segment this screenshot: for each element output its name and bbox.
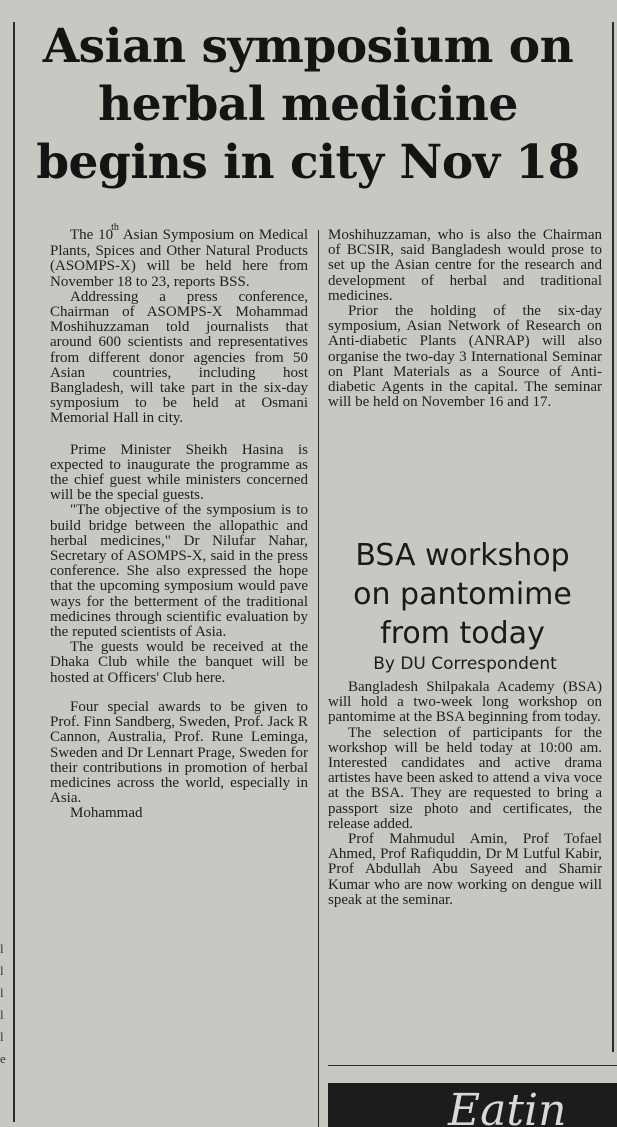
headline-line: from today <box>380 616 545 651</box>
headline-line: herbal medicine <box>98 77 518 132</box>
lead-paragraph: The 10th Asian Symposium on Medical Plants, Spices and Other Natural Products (ASOMPS-X) will be held here from November 18 to 23, reports BSS. <box>50 222 308 290</box>
body-paragraph: Addressing a press conference, Chairman of ASOMPS-X Mohammad Moshihuzzaman told journalists that around 600 scientists and representatives from different donor agencies from 50 Asian countries, including host Bangladesh, will take part in the six-day symposium to be held at Osmani Memorial Hall in city. <box>50 288 308 427</box>
byline: By DU Correspondent <box>373 654 557 674</box>
column-divider-rule <box>318 230 319 1127</box>
body-paragraph: Moshihuzzaman, who is also the Chairman of BCSIR, said Bangladesh would prose to set up the Asian centre for the research and development of herbal and traditional medicines. <box>328 227 602 304</box>
body-paragraph: The selection of participants for the workshop will be held today at 10:00 am. Interested candidates and active drama artistes have been asked to attend a viva voce at the BSA. They are requested to bring a passport size photo and certificates, the release added. <box>328 724 602 832</box>
headline-line: BSA workshop <box>355 538 570 573</box>
headline-line: Asian symposium on <box>42 19 574 74</box>
body-paragraph: The guests would be received at the Dhaka Club while the banquet will be hosted at Officers' Club here. <box>50 639 308 686</box>
workshop-article-body <box>328 680 602 908</box>
left-margin-rule <box>13 22 15 1122</box>
adjacent-column-fragments: l l l l l e <box>0 941 6 1066</box>
continued-paragraph: Mohammad <box>70 805 143 822</box>
body-paragraph: Four special awards to be given to Prof. Finn Sandberg, Sweden, Prof. Jack R Cannon, Australia, Prof. Rune Leminga, Sweden and Dr Lennart Prage, Sweden for their contributions in promotion of herbal medicines across the world, especially in Asia. <box>50 698 308 807</box>
sidebar-bottom-rule <box>328 1065 617 1066</box>
article-column-right <box>328 228 602 410</box>
body-paragraph: "The objective of the symposium is to build bridge between the allopathic and herbal medicines," Dr Nilufar Nahar, Secretary of ASOMPS-X, said in the press conference. She also expressed the hope that the upcoming symposium would pave ways for the betterment of the traditional medicines through scientific evaluation by the reputed scientists of Asia. <box>50 502 308 641</box>
headline-line: begins in city Nov 18 <box>36 135 580 190</box>
right-border-rule <box>612 22 614 1052</box>
secondary-headline <box>330 536 595 653</box>
headline-line: on pantomime <box>353 577 572 612</box>
body-paragraph: Bangladesh Shilpakala Academy (BSA) will hold a two-week long workshop on pantomime at the BSA beginning from today. <box>328 679 602 726</box>
article-column-left <box>50 222 308 822</box>
next-article-banner <box>328 1083 617 1127</box>
body-paragraph: Prior the holding of the six-day symposium, Asian Network of Research on Anti-diabetic Plants (ANRAP) will also organise the two-day 3 International Seminar on Plant Materials as a Source of Anti-diabetic Agents in the capital. The seminar will be held on November 16 and 17. <box>328 303 602 411</box>
body-paragraph: Prime Minister Sheikh Hasina is expected to inaugurate the programme as the chief guest while ministers concerned will be the special guests. <box>50 441 308 504</box>
banner-text: Eatin <box>448 1085 567 1127</box>
main-headline <box>22 18 594 192</box>
body-paragraph: Prof Mahmudul Amin, Prof Tofael Ahmed, Prof Rafiquddin, Dr M Lutful Kabir, Prof Abdullah Abu Sayeed and Shamir Kumar who are now working on dengue will speak at the seminar. <box>328 831 602 908</box>
